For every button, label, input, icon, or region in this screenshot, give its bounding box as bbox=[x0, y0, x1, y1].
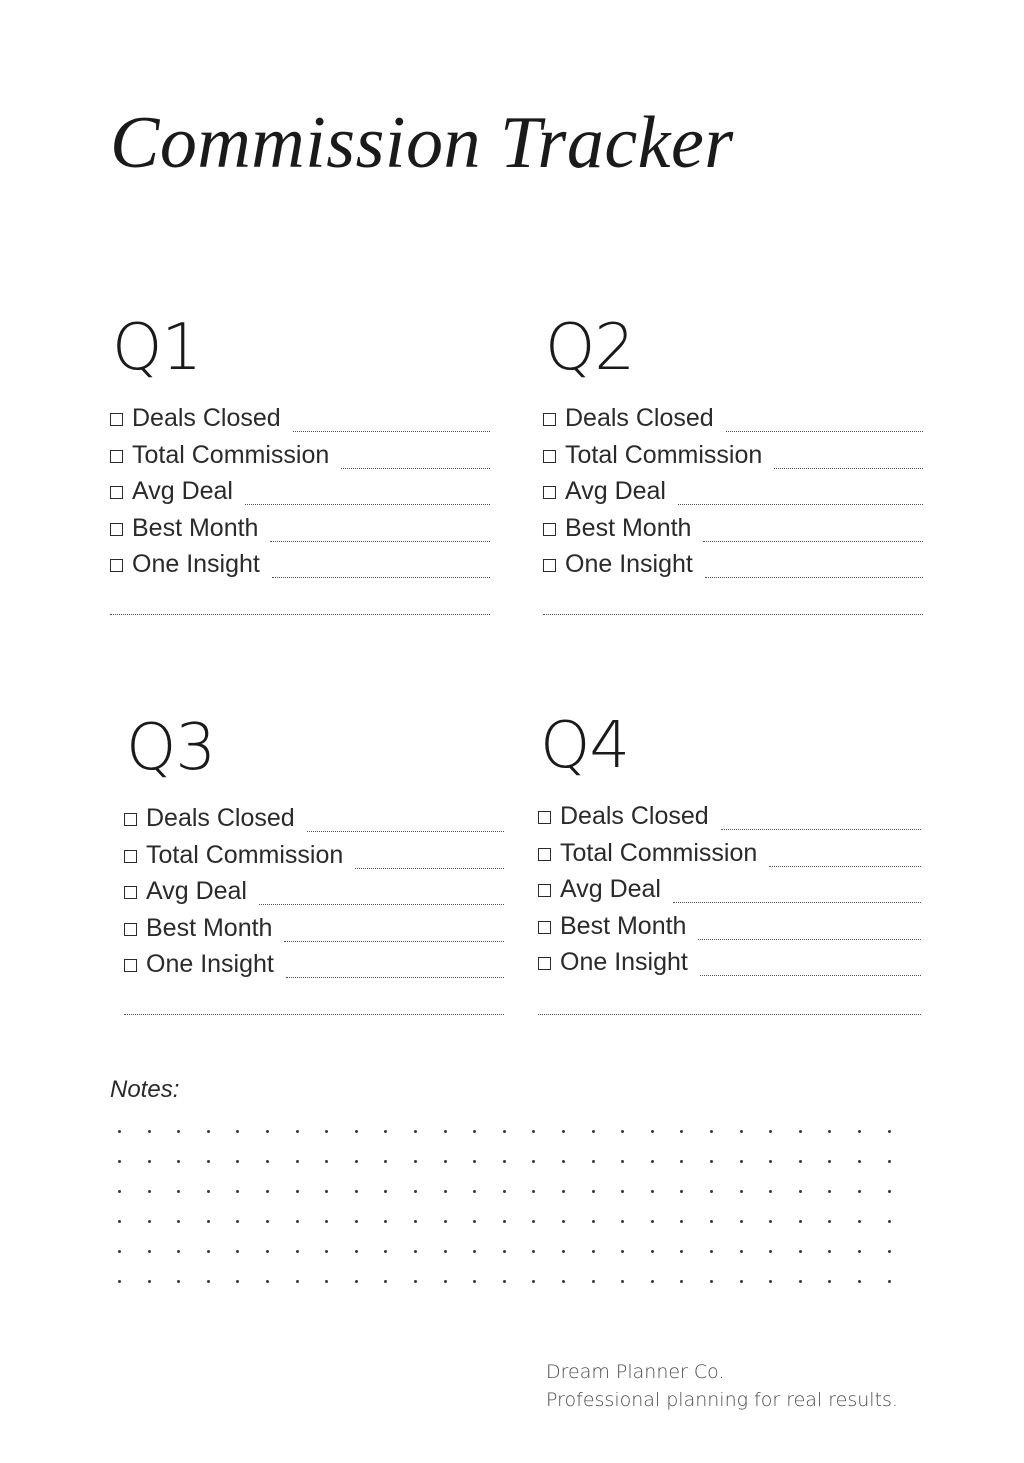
grid-dot bbox=[414, 1250, 417, 1253]
grid-dot bbox=[888, 1190, 891, 1193]
grid-dot bbox=[888, 1130, 891, 1133]
item-label: One Insight bbox=[146, 949, 274, 978]
grid-dot bbox=[177, 1280, 180, 1283]
grid-dot bbox=[296, 1280, 299, 1283]
item-label: One Insight bbox=[565, 549, 693, 578]
grid-dot bbox=[148, 1220, 151, 1223]
checklist-item-avg-deal[interactable] bbox=[538, 871, 921, 907]
grid-dot bbox=[236, 1160, 239, 1163]
grid-dot bbox=[769, 1160, 772, 1163]
fill-in-line[interactable] bbox=[245, 504, 490, 505]
grid-dot bbox=[177, 1190, 180, 1193]
fill-in-line[interactable] bbox=[774, 468, 923, 469]
grid-dot bbox=[740, 1250, 743, 1253]
grid-dot bbox=[710, 1280, 713, 1283]
notes-label: Notes: bbox=[110, 1076, 180, 1103]
grid-dot bbox=[473, 1160, 476, 1163]
fill-in-line[interactable] bbox=[673, 902, 921, 903]
grid-dot bbox=[384, 1190, 387, 1193]
checklist-item-best-month[interactable] bbox=[543, 510, 923, 546]
grid-dot bbox=[888, 1220, 891, 1223]
grid-dot bbox=[680, 1220, 683, 1223]
checkbox[interactable] bbox=[538, 957, 551, 970]
grid-dot bbox=[710, 1190, 713, 1193]
grid-dot bbox=[296, 1250, 299, 1253]
grid-dot bbox=[532, 1190, 535, 1193]
checkbox[interactable] bbox=[538, 848, 551, 861]
grid-dot bbox=[325, 1250, 328, 1253]
grid-dot bbox=[592, 1280, 595, 1283]
grid-dot bbox=[325, 1160, 328, 1163]
grid-dot bbox=[177, 1250, 180, 1253]
checklist-item-one-insight[interactable] bbox=[538, 944, 921, 980]
checklist-item-avg-deal[interactable] bbox=[124, 873, 504, 909]
checkbox[interactable] bbox=[538, 884, 551, 897]
page-title: Commission Tracker bbox=[110, 102, 734, 184]
grid-dot bbox=[621, 1130, 624, 1133]
fill-in-line[interactable] bbox=[698, 939, 921, 940]
fill-in-line[interactable] bbox=[769, 866, 921, 867]
item-label: Deals Closed bbox=[560, 801, 709, 830]
grid-dot bbox=[799, 1130, 802, 1133]
grid-dot bbox=[473, 1280, 476, 1283]
grid-dot bbox=[592, 1190, 595, 1193]
grid-dot bbox=[740, 1190, 743, 1193]
grid-dot bbox=[384, 1130, 387, 1133]
checklist-item-avg-deal[interactable] bbox=[543, 473, 923, 509]
grid-dot bbox=[799, 1220, 802, 1223]
grid-dot bbox=[325, 1280, 328, 1283]
grid-dot bbox=[858, 1250, 861, 1253]
grid-dot bbox=[384, 1280, 387, 1283]
checkbox[interactable] bbox=[124, 959, 137, 972]
grid-dot bbox=[651, 1250, 654, 1253]
checklist-item-best-month[interactable] bbox=[110, 510, 490, 546]
grid-dot bbox=[651, 1190, 654, 1193]
grid-dot bbox=[592, 1250, 595, 1253]
grid-dot bbox=[651, 1160, 654, 1163]
grid-dot bbox=[828, 1250, 831, 1253]
grid-dot bbox=[473, 1130, 476, 1133]
grid-dot bbox=[769, 1190, 772, 1193]
grid-dot bbox=[414, 1220, 417, 1223]
checkbox[interactable] bbox=[110, 486, 123, 499]
checklist-item-one-insight[interactable] bbox=[543, 546, 923, 582]
checklist-item-best-month[interactable] bbox=[538, 908, 921, 944]
grid-dot bbox=[384, 1220, 387, 1223]
checkbox[interactable] bbox=[110, 450, 123, 463]
item-label: Avg Deal bbox=[132, 476, 233, 505]
footer bbox=[546, 1358, 898, 1414]
grid-dot bbox=[355, 1160, 358, 1163]
grid-dot bbox=[207, 1220, 210, 1223]
grid-dot bbox=[858, 1130, 861, 1133]
item-label: One Insight bbox=[560, 947, 688, 976]
fill-in-line[interactable] bbox=[721, 829, 921, 830]
grid-dot bbox=[266, 1220, 269, 1223]
grid-dot bbox=[680, 1160, 683, 1163]
grid-dot bbox=[621, 1160, 624, 1163]
checkbox[interactable] bbox=[110, 413, 123, 426]
item-label: Deals Closed bbox=[146, 803, 295, 832]
grid-dot bbox=[769, 1280, 772, 1283]
fill-in-line[interactable] bbox=[678, 504, 923, 505]
grid-dot bbox=[266, 1250, 269, 1253]
checklist-item-total-commission[interactable] bbox=[110, 437, 490, 473]
checklist-item-total-commission[interactable] bbox=[538, 835, 921, 871]
checklist-item-deals-closed[interactable] bbox=[543, 400, 923, 436]
grid-dot bbox=[414, 1190, 417, 1193]
notes-dot-grid[interactable] bbox=[118, 1130, 908, 1295]
grid-dot bbox=[207, 1190, 210, 1193]
item-label: Total Commission bbox=[132, 440, 330, 469]
grid-dot bbox=[799, 1190, 802, 1193]
grid-dot bbox=[177, 1160, 180, 1163]
checklist-item-total-commission[interactable] bbox=[543, 437, 923, 473]
grid-dot bbox=[236, 1250, 239, 1253]
item-label: Best Month bbox=[565, 513, 692, 542]
item-label: Total Commission bbox=[146, 840, 344, 869]
footer-brand: Dream Planner Co. bbox=[546, 1361, 725, 1383]
grid-dot bbox=[148, 1250, 151, 1253]
footer-tagline: Professional planning for real results. bbox=[546, 1389, 898, 1411]
grid-dot bbox=[503, 1160, 506, 1163]
checklist-item-one-insight[interactable] bbox=[110, 546, 490, 582]
grid-dot bbox=[148, 1160, 151, 1163]
grid-dot bbox=[503, 1130, 506, 1133]
checkbox[interactable] bbox=[110, 559, 123, 572]
grid-dot bbox=[503, 1190, 506, 1193]
grid-dot bbox=[325, 1130, 328, 1133]
fill-in-line[interactable] bbox=[284, 941, 504, 942]
fill-in-line[interactable] bbox=[293, 431, 490, 432]
grid-dot bbox=[473, 1220, 476, 1223]
grid-dot bbox=[799, 1160, 802, 1163]
grid-dot bbox=[355, 1220, 358, 1223]
grid-dot bbox=[444, 1130, 447, 1133]
quarter-heading: Q1 bbox=[112, 311, 202, 385]
grid-dot bbox=[532, 1220, 535, 1223]
grid-dot bbox=[118, 1130, 121, 1133]
grid-dot bbox=[266, 1190, 269, 1193]
checkbox[interactable] bbox=[538, 811, 551, 824]
grid-dot bbox=[118, 1250, 121, 1253]
fill-in-line[interactable] bbox=[259, 904, 504, 905]
grid-dot bbox=[444, 1190, 447, 1193]
grid-dot bbox=[236, 1220, 239, 1223]
insight-extra-line[interactable] bbox=[124, 1014, 504, 1015]
grid-dot bbox=[769, 1130, 772, 1133]
checkbox[interactable] bbox=[124, 886, 137, 899]
quarter-q2 bbox=[543, 311, 923, 578]
grid-dot bbox=[207, 1160, 210, 1163]
grid-dot bbox=[325, 1220, 328, 1223]
grid-dot bbox=[799, 1250, 802, 1253]
grid-dot bbox=[473, 1250, 476, 1253]
fill-in-line[interactable] bbox=[272, 577, 490, 578]
grid-dot bbox=[828, 1280, 831, 1283]
item-label: One Insight bbox=[132, 549, 260, 578]
checklist-item-deals-closed[interactable] bbox=[110, 400, 490, 436]
item-label: Best Month bbox=[146, 913, 273, 942]
item-label: Avg Deal bbox=[565, 476, 666, 505]
checklist-item-deals-closed[interactable] bbox=[538, 798, 921, 834]
checkbox[interactable] bbox=[124, 850, 137, 863]
grid-dot bbox=[740, 1130, 743, 1133]
item-label: Deals Closed bbox=[565, 403, 714, 432]
checklist-item-best-month[interactable] bbox=[124, 910, 504, 946]
grid-dot bbox=[858, 1280, 861, 1283]
grid-dot bbox=[562, 1280, 565, 1283]
grid-dot bbox=[355, 1190, 358, 1193]
grid-dot bbox=[266, 1160, 269, 1163]
grid-dot bbox=[355, 1280, 358, 1283]
grid-dot bbox=[592, 1130, 595, 1133]
grid-dot bbox=[621, 1190, 624, 1193]
grid-dot bbox=[473, 1190, 476, 1193]
grid-dot bbox=[680, 1250, 683, 1253]
quarter-heading: Q4 bbox=[540, 709, 630, 783]
fill-in-line[interactable] bbox=[286, 977, 504, 978]
checkbox[interactable] bbox=[538, 921, 551, 934]
grid-dot bbox=[296, 1160, 299, 1163]
quarter-q1 bbox=[110, 311, 490, 578]
item-label: Avg Deal bbox=[560, 874, 661, 903]
grid-dot bbox=[828, 1190, 831, 1193]
grid-dot bbox=[680, 1190, 683, 1193]
grid-dot bbox=[118, 1280, 121, 1283]
grid-dot bbox=[444, 1280, 447, 1283]
checklist-item-one-insight[interactable] bbox=[124, 946, 504, 982]
fill-in-line[interactable] bbox=[726, 431, 923, 432]
grid-dot bbox=[562, 1220, 565, 1223]
item-label: Deals Closed bbox=[132, 403, 281, 432]
grid-dot bbox=[532, 1130, 535, 1133]
grid-dot bbox=[858, 1160, 861, 1163]
fill-in-line[interactable] bbox=[307, 831, 504, 832]
grid-dot bbox=[828, 1130, 831, 1133]
checkbox[interactable] bbox=[543, 486, 556, 499]
grid-dot bbox=[118, 1160, 121, 1163]
fill-in-line[interactable] bbox=[355, 868, 504, 869]
grid-dot bbox=[562, 1130, 565, 1133]
quarter-heading: Q3 bbox=[126, 711, 216, 785]
fill-in-line[interactable] bbox=[705, 577, 923, 578]
grid-dot bbox=[148, 1190, 151, 1193]
grid-dot bbox=[148, 1280, 151, 1283]
checklist-item-avg-deal[interactable] bbox=[110, 473, 490, 509]
grid-dot bbox=[740, 1220, 743, 1223]
grid-dot bbox=[710, 1130, 713, 1133]
grid-dot bbox=[562, 1250, 565, 1253]
grid-dot bbox=[621, 1280, 624, 1283]
checkbox[interactable] bbox=[124, 813, 137, 826]
grid-dot bbox=[177, 1220, 180, 1223]
grid-dot bbox=[532, 1280, 535, 1283]
grid-dot bbox=[799, 1280, 802, 1283]
grid-dot bbox=[828, 1160, 831, 1163]
item-label: Total Commission bbox=[560, 838, 758, 867]
grid-dot bbox=[858, 1190, 861, 1193]
checkbox[interactable] bbox=[543, 413, 556, 426]
grid-dot bbox=[236, 1190, 239, 1193]
grid-dot bbox=[562, 1190, 565, 1193]
grid-dot bbox=[680, 1130, 683, 1133]
checkbox[interactable] bbox=[543, 523, 556, 536]
grid-dot bbox=[384, 1250, 387, 1253]
grid-dot bbox=[207, 1130, 210, 1133]
grid-dot bbox=[207, 1280, 210, 1283]
grid-dot bbox=[621, 1250, 624, 1253]
grid-dot bbox=[710, 1250, 713, 1253]
grid-dot bbox=[651, 1220, 654, 1223]
grid-dot bbox=[740, 1280, 743, 1283]
checkbox[interactable] bbox=[543, 450, 556, 463]
grid-dot bbox=[177, 1130, 180, 1133]
grid-dot bbox=[355, 1250, 358, 1253]
grid-dot bbox=[384, 1160, 387, 1163]
fill-in-line[interactable] bbox=[703, 541, 923, 542]
item-label: Best Month bbox=[132, 513, 259, 542]
grid-dot bbox=[621, 1220, 624, 1223]
insight-extra-line[interactable] bbox=[538, 1014, 921, 1015]
grid-dot bbox=[532, 1250, 535, 1253]
checklist-item-deals-closed[interactable] bbox=[124, 800, 504, 836]
grid-dot bbox=[444, 1250, 447, 1253]
grid-dot bbox=[118, 1220, 121, 1223]
grid-dot bbox=[503, 1250, 506, 1253]
grid-dot bbox=[414, 1130, 417, 1133]
grid-dot bbox=[503, 1220, 506, 1223]
grid-dot bbox=[236, 1280, 239, 1283]
checkbox[interactable] bbox=[110, 523, 123, 536]
grid-dot bbox=[710, 1160, 713, 1163]
grid-dot bbox=[651, 1130, 654, 1133]
fill-in-line[interactable] bbox=[700, 975, 921, 976]
grid-dot bbox=[296, 1220, 299, 1223]
grid-dot bbox=[207, 1250, 210, 1253]
grid-dot bbox=[888, 1280, 891, 1283]
grid-dot bbox=[266, 1280, 269, 1283]
grid-dot bbox=[325, 1190, 328, 1193]
grid-dot bbox=[414, 1280, 417, 1283]
checkbox[interactable] bbox=[543, 559, 556, 572]
quarter-q3 bbox=[124, 711, 504, 978]
grid-dot bbox=[592, 1160, 595, 1163]
item-label: Best Month bbox=[560, 911, 687, 940]
grid-dot bbox=[296, 1190, 299, 1193]
quarter-q4 bbox=[538, 709, 918, 976]
grid-dot bbox=[236, 1130, 239, 1133]
grid-dot bbox=[858, 1220, 861, 1223]
insight-extra-line[interactable] bbox=[110, 614, 490, 615]
grid-dot bbox=[769, 1220, 772, 1223]
grid-dot bbox=[651, 1280, 654, 1283]
insight-extra-line[interactable] bbox=[543, 614, 923, 615]
grid-dot bbox=[296, 1130, 299, 1133]
grid-dot bbox=[828, 1220, 831, 1223]
grid-dot bbox=[888, 1250, 891, 1253]
grid-dot bbox=[503, 1280, 506, 1283]
grid-dot bbox=[888, 1160, 891, 1163]
checklist-item-total-commission[interactable] bbox=[124, 837, 504, 873]
grid-dot bbox=[740, 1160, 743, 1163]
item-label: Total Commission bbox=[565, 440, 763, 469]
grid-dot bbox=[355, 1130, 358, 1133]
fill-in-line[interactable] bbox=[270, 541, 490, 542]
item-label: Avg Deal bbox=[146, 876, 247, 905]
grid-dot bbox=[769, 1250, 772, 1253]
grid-dot bbox=[592, 1220, 595, 1223]
grid-dot bbox=[532, 1160, 535, 1163]
grid-dot bbox=[148, 1130, 151, 1133]
grid-dot bbox=[414, 1160, 417, 1163]
grid-dot bbox=[444, 1220, 447, 1223]
grid-dot bbox=[444, 1160, 447, 1163]
grid-dot bbox=[266, 1130, 269, 1133]
fill-in-line[interactable] bbox=[341, 468, 490, 469]
grid-dot bbox=[118, 1190, 121, 1193]
grid-dot bbox=[562, 1160, 565, 1163]
grid-dot bbox=[680, 1280, 683, 1283]
checkbox[interactable] bbox=[124, 923, 137, 936]
grid-dot bbox=[710, 1220, 713, 1223]
quarter-heading: Q2 bbox=[545, 311, 635, 385]
